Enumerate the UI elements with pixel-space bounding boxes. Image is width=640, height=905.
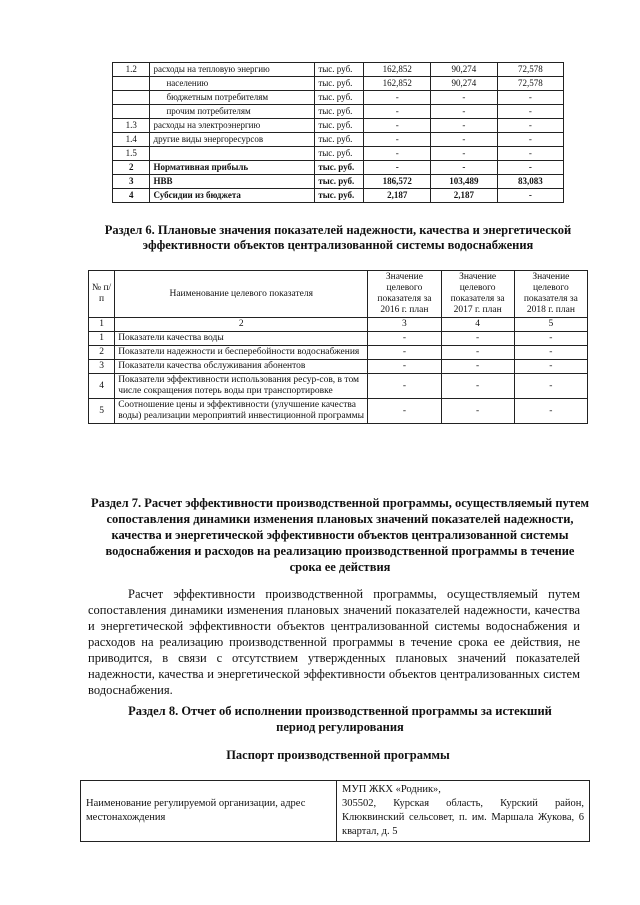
value-2016: - — [364, 133, 431, 147]
section-6-title: Раздел 6. Плановые значения показателей надежности, качества и энергетической эффективности объектов централизованной системы водоснабжения — [104, 223, 572, 252]
row-number — [113, 105, 150, 119]
table-row — [89, 399, 588, 424]
header-2017: Значение целевого показателя за 2017 г. план — [441, 271, 514, 318]
section-7-title: Раздел 7. Расчет эффективности производственной программы, осуществляемый путем сопоставления динамики изменения плановых значений показателей надежности, качества и энергетической эффективности объектов централизованной системы водоснабжения и расходов на реализацию производственной программы в течение срока ее действия — [91, 496, 589, 574]
passport-address: 305502, Курская область, Курский район, Клюквинский сельсовет, п. им. Маршала Жукова, 6 квартал, д. 5 — [342, 798, 584, 837]
row-number: 4 — [89, 374, 115, 399]
value-2016: - — [368, 399, 441, 424]
table-row — [113, 77, 564, 91]
table-row — [113, 189, 564, 203]
value-2018: - — [497, 91, 563, 105]
row-unit: тыс. руб. — [315, 63, 364, 77]
value-2018: - — [497, 189, 563, 203]
row-name: бюджетным потребителям — [150, 91, 315, 105]
value-2017: - — [441, 374, 514, 399]
row-number — [113, 77, 150, 91]
col-number: 2 — [115, 318, 368, 332]
value-2018: - — [497, 161, 563, 175]
row-name: расходы на электроэнергию — [150, 119, 315, 133]
indicator-name: Показатели эффективности использования ресур-сов, в том числе сокращения потерь воды при транспортировке — [115, 374, 368, 399]
row-unit: тыс. руб. — [315, 161, 364, 175]
value-2017: 90,274 — [431, 63, 498, 77]
row-unit: тыс. руб. — [315, 175, 364, 189]
passport-row — [81, 781, 590, 842]
value-2017: 103,489 — [431, 175, 498, 189]
table-row — [89, 360, 588, 374]
value-2017: - — [431, 119, 498, 133]
row-number: 1.4 — [113, 133, 150, 147]
row-name: НВВ — [150, 175, 315, 189]
value-2017: - — [441, 360, 514, 374]
value-2018: - — [497, 119, 563, 133]
value-2016: 162,852 — [364, 77, 431, 91]
row-name: прочим потребителям — [150, 105, 315, 119]
row-number: 2 — [89, 346, 115, 360]
row-number: 1.2 — [113, 63, 150, 77]
value-2018: - — [497, 147, 563, 161]
value-2017: - — [431, 147, 498, 161]
row-number — [113, 91, 150, 105]
value-2018: - — [497, 105, 563, 119]
value-2016: 2,187 — [364, 189, 431, 203]
row-number: 1.3 — [113, 119, 150, 133]
value-2018: - — [514, 399, 587, 424]
value-2017: - — [431, 91, 498, 105]
col-number: 1 — [89, 318, 115, 332]
row-name: другие виды энергоресурсов — [150, 133, 315, 147]
value-2017: - — [431, 105, 498, 119]
indicators-table — [88, 270, 588, 424]
indicator-name: Показатели надежности и бесперебойности водоснабжения — [115, 346, 368, 360]
table-row — [89, 374, 588, 399]
section-8-title: Раздел 8. Отчет об исполнении производственной программы за истекший период регулирования — [128, 704, 552, 734]
value-2016: - — [364, 119, 431, 133]
value-2016: - — [364, 161, 431, 175]
row-number: 1 — [89, 332, 115, 346]
row-name: населению — [150, 77, 315, 91]
value-2017: - — [431, 133, 498, 147]
indicator-name: Показатели качества обслуживания абонентов — [115, 360, 368, 374]
section-7-paragraph: Расчет эффективности производственной программы, осуществляемый путем сопоставления динамики изменения плановых значений показателей надежности, качества и энергетической эффективности объектов централизованной системы водоснабжения и расходов на реализацию производственной программы в течение срока ее действия, не приводится, в связи с отсутствием утвержденных плановых значений показателей надежности, качества и энергетической эффективности объектов централизованных систем водоснабжения. — [88, 587, 580, 697]
value-2018: - — [514, 374, 587, 399]
table-row — [113, 147, 564, 161]
value-2017: - — [441, 332, 514, 346]
indicator-name: Соотношение цены и эффективности (улучшение качества воды) реализации мероприятий инвестиционной программы — [115, 399, 368, 424]
row-name: Субсидии из бюджета — [150, 189, 315, 203]
value-2017: - — [441, 346, 514, 360]
table-row — [113, 119, 564, 133]
col-number: 4 — [441, 318, 514, 332]
value-2018: - — [514, 346, 587, 360]
row-name: расходы на тепловую энергию — [150, 63, 315, 77]
value-2016: - — [364, 105, 431, 119]
value-2016: 186,572 — [364, 175, 431, 189]
row-number: 5 — [89, 399, 115, 424]
row-unit: тыс. руб. — [315, 119, 364, 133]
row-number: 1.5 — [113, 147, 150, 161]
passport-title: Паспорт производственной программы — [226, 748, 450, 762]
value-2018: - — [497, 133, 563, 147]
value-2018: 83,083 — [497, 175, 563, 189]
passport-org: МУП ЖКХ «Родник», — [342, 784, 441, 795]
passport-label: Наименование регулируемой организации, адрес местонахождения — [81, 781, 337, 842]
header-name: Наименование целевого показателя — [115, 271, 368, 318]
indicators-header-row — [89, 271, 588, 318]
indicators-column-numbers — [89, 318, 588, 332]
value-2016: - — [364, 147, 431, 161]
col-number: 5 — [514, 318, 587, 332]
header-2018: Значение целевого показателя за 2018 г. план — [514, 271, 587, 318]
value-2016: - — [368, 346, 441, 360]
row-number: 2 — [113, 161, 150, 175]
passport-table — [80, 780, 590, 842]
row-unit: тыс. руб. — [315, 91, 364, 105]
indicator-name: Показатели качества воды — [115, 332, 368, 346]
row-number: 3 — [89, 360, 115, 374]
value-2017: - — [431, 161, 498, 175]
table-row — [113, 91, 564, 105]
row-unit: тыс. руб. — [315, 77, 364, 91]
value-2016: - — [368, 360, 441, 374]
row-unit: тыс. руб. — [315, 147, 364, 161]
col-number: 3 — [368, 318, 441, 332]
row-unit: тыс. руб. — [315, 189, 364, 203]
table-row — [113, 63, 564, 77]
value-2018: - — [514, 332, 587, 346]
table-row — [113, 133, 564, 147]
row-name: Нормативная прибыль — [150, 161, 315, 175]
value-2016: - — [368, 332, 441, 346]
table-row — [89, 346, 588, 360]
row-unit: тыс. руб. — [315, 105, 364, 119]
costs-table — [112, 62, 564, 203]
value-2017: 90,274 — [431, 77, 498, 91]
row-unit: тыс. руб. — [315, 133, 364, 147]
value-2017: - — [441, 399, 514, 424]
header-2016: Значение целевого показателя за 2016 г. план — [368, 271, 441, 318]
row-number: 3 — [113, 175, 150, 189]
value-2016: - — [364, 91, 431, 105]
row-name — [150, 147, 315, 161]
table-row — [113, 175, 564, 189]
value-2018: - — [514, 360, 587, 374]
value-2016: - — [368, 374, 441, 399]
table-row — [113, 161, 564, 175]
value-2017: 2,187 — [431, 189, 498, 203]
row-number: 4 — [113, 189, 150, 203]
table-row — [113, 105, 564, 119]
value-2018: 72,578 — [497, 77, 563, 91]
header-num: № п/ п — [89, 271, 115, 318]
value-2016: 162,852 — [364, 63, 431, 77]
table-row — [89, 332, 588, 346]
value-2018: 72,578 — [497, 63, 563, 77]
passport-value — [337, 781, 590, 842]
